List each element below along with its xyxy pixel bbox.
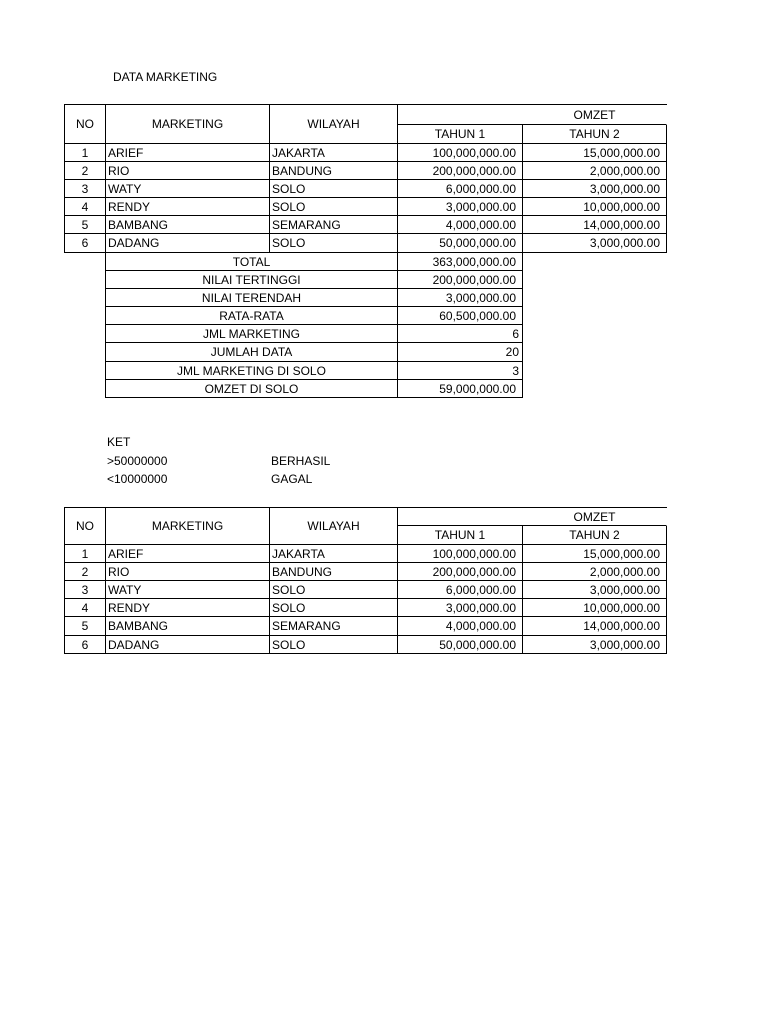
cell-no: 4 xyxy=(65,599,106,617)
ket-condition: <10000000 xyxy=(107,472,168,486)
cell-wilayah: JAKARTA xyxy=(270,545,398,563)
cell-no: 2 xyxy=(65,162,106,180)
summary-value: 3 xyxy=(398,362,523,380)
cell-no: 2 xyxy=(65,563,106,581)
header-omzet: OMZET xyxy=(398,508,667,526)
summary-label: JML MARKETING DI SOLO xyxy=(106,362,398,380)
cell-tahun-2: 10,000,000.00 xyxy=(523,599,667,617)
cell-wilayah: SOLO xyxy=(270,234,398,253)
summary-label: RATA-RATA xyxy=(106,307,398,325)
header-tahun-1: TAHUN 1 xyxy=(398,526,523,545)
cell-no: 6 xyxy=(65,234,106,253)
cell-wilayah: SOLO xyxy=(270,599,398,617)
cell-no: 1 xyxy=(65,144,106,162)
cell-marketing: WATY xyxy=(106,581,270,599)
header-tahun-2: TAHUN 2 xyxy=(523,125,667,144)
cell-marketing: BAMBANG xyxy=(106,617,270,636)
summary-label: NILAI TERTINGGI xyxy=(106,271,398,289)
cell-wilayah: BANDUNG xyxy=(270,563,398,581)
cell-tahun-2: 14,000,000.00 xyxy=(523,216,667,234)
marketing-table-2 xyxy=(64,507,667,654)
ket-result: GAGAL xyxy=(271,472,313,486)
header-no: NO xyxy=(65,508,106,545)
summary-label: NILAI TERENDAH xyxy=(106,289,398,307)
cell-tahun-1: 6,000,000.00 xyxy=(398,180,523,198)
cell-tahun-2: 2,000,000.00 xyxy=(523,162,667,180)
cell-marketing: RENDY xyxy=(106,198,270,216)
cell-no: 4 xyxy=(65,198,106,216)
cell-marketing: WATY xyxy=(106,180,270,198)
cell-tahun-2: 3,000,000.00 xyxy=(523,234,667,253)
header-wilayah: WILAYAH xyxy=(270,508,398,545)
cell-wilayah: SOLO xyxy=(270,180,398,198)
summary-value: 3,000,000.00 xyxy=(398,289,523,307)
cell-tahun-1: 3,000,000.00 xyxy=(398,599,523,617)
summary-label: JUMLAH DATA xyxy=(106,343,398,362)
cell-tahun-1: 50,000,000.00 xyxy=(398,234,523,253)
cell-wilayah: SEMARANG xyxy=(270,216,398,234)
cell-wilayah: SOLO xyxy=(270,636,398,654)
cell-marketing: RIO xyxy=(106,563,270,581)
header-marketing: MARKETING xyxy=(106,508,270,545)
ket-condition: >50000000 xyxy=(107,454,168,468)
cell-tahun-1: 200,000,000.00 xyxy=(398,563,523,581)
cell-tahun-1: 100,000,000.00 xyxy=(398,545,523,563)
header-marketing: MARKETING xyxy=(106,105,270,144)
cell-no: 5 xyxy=(65,617,106,636)
marketing-table xyxy=(64,104,667,253)
header-omzet: OMZET xyxy=(398,105,667,125)
cell-tahun-2: 2,000,000.00 xyxy=(523,563,667,581)
cell-tahun-1: 100,000,000.00 xyxy=(398,144,523,162)
cell-no: 3 xyxy=(65,180,106,198)
cell-tahun-1: 50,000,000.00 xyxy=(398,636,523,654)
cell-wilayah: SOLO xyxy=(270,198,398,216)
cell-marketing: RENDY xyxy=(106,599,270,617)
summary-value: 59,000,000.00 xyxy=(398,380,523,398)
summary-value: 60,500,000.00 xyxy=(398,307,523,325)
cell-wilayah: SOLO xyxy=(270,581,398,599)
cell-no: 6 xyxy=(65,636,106,654)
summary-label: JML MARKETING xyxy=(106,325,398,343)
header-tahun-2: TAHUN 2 xyxy=(523,526,667,545)
cell-no: 3 xyxy=(65,581,106,599)
page-title: DATA MARKETING xyxy=(113,70,218,84)
cell-tahun-2: 15,000,000.00 xyxy=(523,545,667,563)
ket-result: BERHASIL xyxy=(271,454,331,468)
header-tahun-1: TAHUN 1 xyxy=(398,125,523,144)
cell-no: 5 xyxy=(65,216,106,234)
summary-value: 363,000,000.00 xyxy=(398,253,523,271)
header-no: NO xyxy=(65,105,106,144)
summary-label: TOTAL xyxy=(106,253,398,271)
cell-wilayah: BANDUNG xyxy=(270,162,398,180)
cell-marketing: RIO xyxy=(106,162,270,180)
cell-tahun-2: 15,000,000.00 xyxy=(523,144,667,162)
cell-marketing: ARIEF xyxy=(106,545,270,563)
ket-title: KET xyxy=(107,435,131,449)
cell-marketing: DADANG xyxy=(106,636,270,654)
cell-tahun-2: 3,000,000.00 xyxy=(523,180,667,198)
summary-value: 20 xyxy=(398,343,523,362)
header-wilayah: WILAYAH xyxy=(270,105,398,144)
ket-legend xyxy=(107,433,427,489)
cell-tahun-2: 3,000,000.00 xyxy=(523,636,667,654)
cell-marketing: ARIEF xyxy=(106,144,270,162)
cell-tahun-2: 3,000,000.00 xyxy=(523,581,667,599)
cell-tahun-1: 4,000,000.00 xyxy=(398,216,523,234)
cell-tahun-1: 200,000,000.00 xyxy=(398,162,523,180)
summary-value: 200,000,000.00 xyxy=(398,271,523,289)
cell-tahun-2: 10,000,000.00 xyxy=(523,198,667,216)
cell-no: 1 xyxy=(65,545,106,563)
cell-tahun-1: 3,000,000.00 xyxy=(398,198,523,216)
summary-value: 6 xyxy=(398,325,523,343)
summary-label: OMZET DI SOLO xyxy=(106,380,398,398)
summary-table xyxy=(105,253,523,398)
cell-wilayah: JAKARTA xyxy=(270,144,398,162)
cell-tahun-2: 14,000,000.00 xyxy=(523,617,667,636)
cell-tahun-1: 6,000,000.00 xyxy=(398,581,523,599)
cell-marketing: BAMBANG xyxy=(106,216,270,234)
cell-tahun-1: 4,000,000.00 xyxy=(398,617,523,636)
cell-wilayah: SEMARANG xyxy=(270,617,398,636)
cell-marketing: DADANG xyxy=(106,234,270,253)
